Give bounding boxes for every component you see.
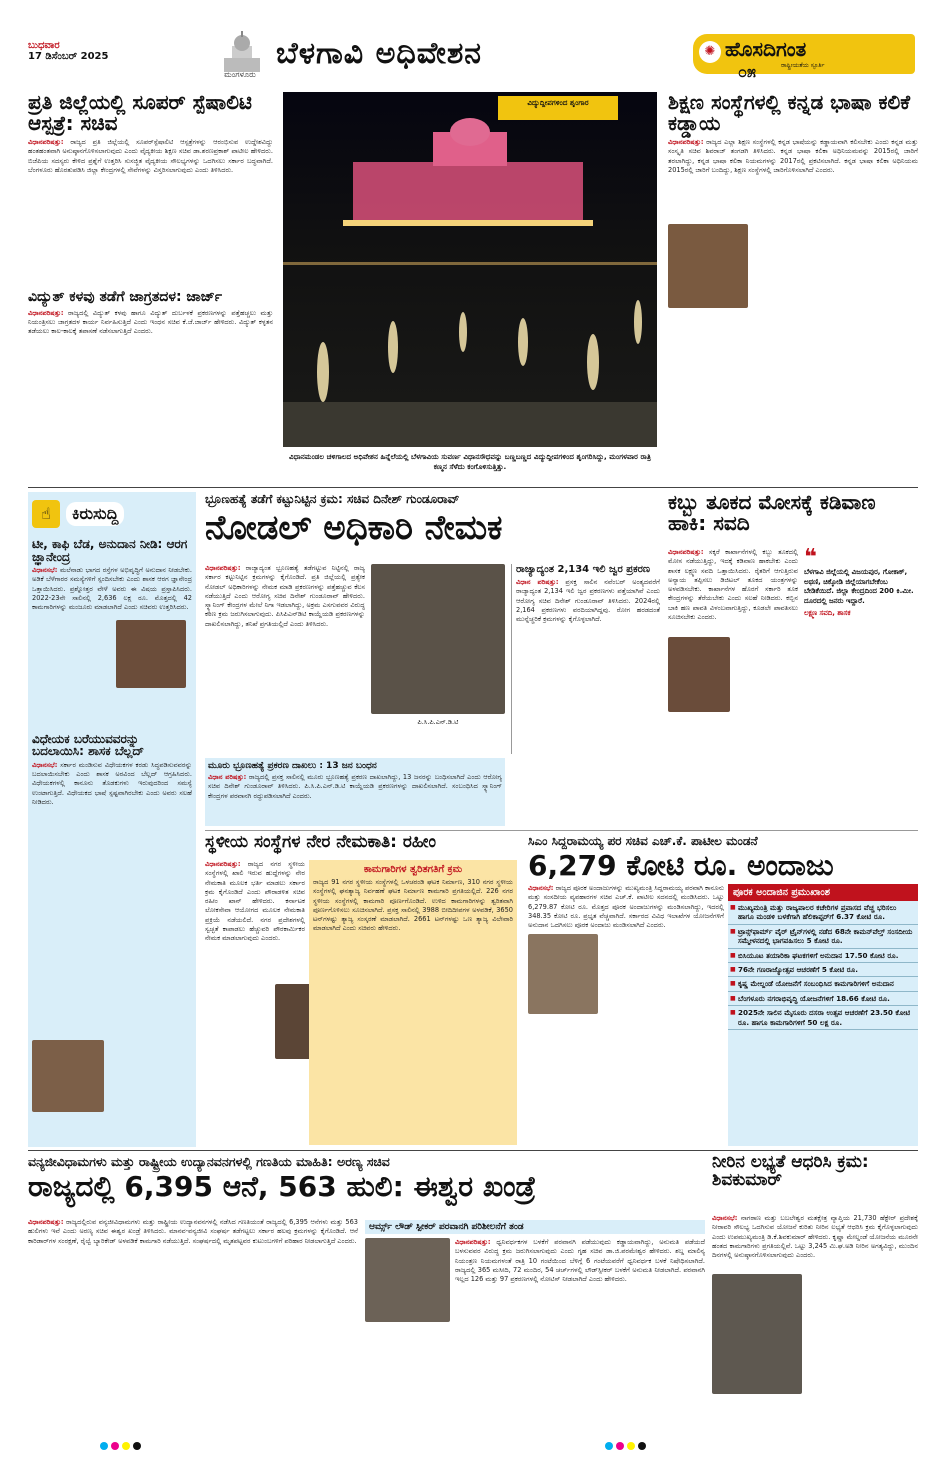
brief-body xyxy=(32,761,192,807)
story-kicker: ವನ್ಯಜೀವಿಧಾಮಗಳು ಮತ್ತು ರಾಷ್ಟ್ರೀಯ ಉದ್ಯಾನವನಗಳಲ್ಲಿ ಗಣತಿಯ ಮಾಹಿತಿ: ಅರಣ್ಯ ಸಚಿವ xyxy=(28,1154,390,1169)
rat-fever-box xyxy=(511,564,660,754)
highlights-list xyxy=(728,901,918,1030)
story-headline: ಸ್ಥಳೀಯ ಸಂಸ್ಥೆಗಳ ನೇರ ನೇಮಕಾತಿ: ರಹೀಂ xyxy=(205,834,436,852)
masthead xyxy=(0,0,945,86)
story-body xyxy=(455,1238,705,1438)
dateline: ವಿಧಾನ ಪರಿಷತ್ತು: xyxy=(208,773,247,781)
box-title: ಕಾಮಗಾರಿಗಳ ತ್ವರಿತಗತಿಗೆ ಕ್ರಮ xyxy=(363,864,463,875)
list-item: ■ ಟ್ರಾನ್ಸ್‌ಫಾರ್ಮ್‌ ವೈರ್ ಟ್ರೈನ್‌ಗಳಲ್ಲಿ ನಡೆದ 68ನೇ ಕಾಮನ್‌ವೆಲ್ತ್ ಸಂಸದೀಯ ಸಮ್ಮೇಳನದಲ್ಲಿ ಭಾಗವಹಿಸಲು 5 ಕೋಟಿ ರೂ. xyxy=(728,925,918,949)
photo-caption: ಪಿ.ಸಿ.ಪಿ.ಎನ್.ಡಿ.ಟಿ xyxy=(417,718,459,726)
section-rule xyxy=(28,1150,918,1151)
quote-text: ಬೆಳಗಾವಿ ಜಿಲ್ಲೆಯಲ್ಲಿ ವಿಜಯಪುರ, ಗೋಕಾಕ್, ಅಥಣಿ, ಚಿಕ್ಕೋಡಿ ಜಿಲ್ಲೆಯಾಗಬೇಕೆಂಬ ಬೇಡಿಕೆಯಿದೆ. ಜಿಲ್ಲಾ ಕೇಂದ್ರದಿಂದ 200 ಕಿ.ಮೀ. ದೂರದಲ್ಲಿ ಜನರು ಇದ್ದಾರೆ. xyxy=(804,568,914,605)
mla-portrait xyxy=(668,637,730,712)
dateline: ವಿಧಾನಪರಿಷತ್ತು: xyxy=(28,308,64,317)
list-item: ■ ಬಿಸಿಯೂಟ ತಯಾರಿಕಾ ಘಟಕಗಳಿಗೆ ಅನುದಾನ 17.50 ಕೋಟಿ ರೂ. xyxy=(728,949,918,963)
story-body xyxy=(28,309,273,337)
dateline: ವಿಧಾನಪರಿಷತ್ತು: xyxy=(668,548,704,556)
list-item: ■ 76ನೇ ಗಣರಾಜ್ಯೋತ್ಸವ ಆಚರಣೆಗೆ 5 ಕೋಟಿ ರೂ. xyxy=(728,963,918,977)
list-item: ■ ಬೆಂಗಳೂರು ನಗರಾಭಿವೃದ್ಧಿ ಯೋಜನೆಗಳಿಗೆ 18.66 ಕೋಟಿ ರೂ. xyxy=(728,992,918,1006)
dateline: ವಿಧಾನಪರಿಷತ್ತು: xyxy=(668,138,704,146)
story-kicker: ಸಿಎಂ ಸಿದ್ದರಾಮಯ್ಯ ಪರ ಸಚಿವ ಎಚ್.ಕೆ. ಪಾಟೀಲ ಮಂಡನೆ xyxy=(528,834,758,848)
story-body xyxy=(668,138,918,175)
story-kannada-learning xyxy=(668,92,918,484)
story-local-bodies xyxy=(205,834,517,1147)
section-rule xyxy=(28,487,918,488)
story-text: ರಾಜ್ಯದ ಪೂರಕ ಅಂದಾಜುಗಳನ್ನು ಮುಖ್ಯಮಂತ್ರಿ ಸಿದ್ದರಾಮಯ್ಯ ಪರವಾಗಿ ಕಾನೂನು ಮತ್ತು ಸಂಸದೀಯ ವ್ಯವಹಾರಗಳ ಸಚಿವ ಎಚ್.ಕೆ. ಪಾಟೀಲ ಸದನದಲ್ಲಿ ಮಂಡಿಸಿದರು. ಒಟ್ಟು 6,279.87 ಕೋಟಿ ರೂ. ಮೊತ್ತದ ಪೂರಕ ಅಂದಾಜುಗಳನ್ನು ಮಂಡಿಸಲಾಗಿದ್ದು, ಇದರಲ್ಲಿ 348.35 ಕೋಟಿ ರೂ. ಪ್ರಭೃತ ವೆಚ್ಚವಾಗಿದೆ. ಸರ್ಕಾರದ ವಿವಿಧ ಇಲಾಖೆಗಳ ಯೋಜನೆಗಳಿಗೆ ಅನುದಾನ ಒದಗಿಸಲು ಪೂರಕ ಅಂದಾಜು ಮಂಡಿಸಲಾಗಿದೆ ಎಂದರು. xyxy=(528,884,724,930)
story-headline: ಕಬ್ಬು ತೂಕದ ಮೋಸಕ್ಕೆ ಕಡಿವಾಣ ಹಾಕಿ: ಸವದಿ xyxy=(668,492,876,535)
photo-tag: ವಿದ್ಯುದ್ದೀಪಗಳಿಂದ ಶೃಂಗಾರ xyxy=(498,96,618,120)
story-headline: ಶಿಕ್ಷಣ ಸಂಸ್ಥೆಗಳಲ್ಲಿ ಕನ್ನಡ ಭಾಷಾ ಕಲಿಕೆ ಕಡ್ಡಾಯ xyxy=(668,92,911,135)
publication-logo xyxy=(693,34,915,74)
masthead-date-block xyxy=(28,40,158,80)
brief-text: ಮಲೆನಾಡು ಭಾಗದ ರಸ್ತೆಗಳ ಅಭಿವೃದ್ಧಿಗೆ ಅನುದಾನ ನೀಡಬೇಕು. ಅಡಿಕೆ ಬೆಳೆಗಾರರ ಸಮಸ್ಯೆಗಳಿಗೆ ಸ್ಪಂದಿಸಬೇಕು ಎಂದು ಶಾಸಕ ಆರಗ ಜ್ಞಾನೇಂದ್ರ ಒತ್ತಾಯಿಸಿದರು. ಪ್ರಶ್ನೋತ್ತರ ವೇಳೆ ಅವರು ಈ ವಿಷಯ ಪ್ರಸ್ತಾಪಿಸಿದರು. 2022-23ನೇ ಸಾಲಿನಲ್ಲಿ 2,636 ಲಕ್ಷ ರೂ. ಮೊತ್ತದಲ್ಲಿ 42 ಕಾಮಗಾರಿಗಳನ್ನು ಮಂಜೂರು ಮಾಡಲಾಗಿದೆ ಎಂದು ಸಚಿವರು ಉತ್ತರಿಸಿದರು. xyxy=(32,566,192,612)
minister-portrait xyxy=(668,224,748,308)
dateline: ವಿಧಾನ ಪರಿಷತ್ತು: xyxy=(516,578,559,586)
brief-body xyxy=(32,566,192,612)
dateline: ವಿಧಾನಪರಿಷತ್ತು: xyxy=(205,564,241,572)
list-item: ■ ಕೃಷ್ಣ ಮೇಲ್ದಂಡೆ ಯೋಜನೆಗೆ ಸಂಬಂಧಿಸಿದ ಕಾಮಗಾರಿಗಳಿಗೆ ಅನುದಾನ xyxy=(728,977,918,991)
story-text: ರಾಜ್ಯಾದ್ಯಂತ ಭ್ರೂಣಹತ್ಯೆ ತಡೆಗಟ್ಟುವ ನಿಟ್ಟಿನಲ್ಲಿ ರಾಜ್ಯ ಸರ್ಕಾರ ಕಟ್ಟುನಿಟ್ಟಿನ ಕ್ರಮಗಳನ್ನು ಕೈಗೊಂಡಿದೆ. ಪ್ರತಿ ಜಿಲ್ಲೆಯಲ್ಲಿ ಪ್ರತ್ಯೇಕ ನೋಡಲ್ ಅಧಿಕಾರಿಗಳನ್ನು ನೇಮಕ ಮಾಡಿ ಪ್ರಕರಣಗಳನ್ನು ಪತ್ತೆಹಚ್ಚುವ ಕೆಲಸ ನಡೆಯುತ್ತಿದೆ ಎಂದು ಆರೋಗ್ಯ ಸಚಿವ ದಿನೇಶ್ ಗುಂಡೂರಾವ್ ಹೇಳಿದರು. ಸ್ಕ್ಯಾನಿಂಗ್ ಕೇಂದ್ರಗಳ ಮೇಲೆ ನಿಗಾ ಇಡಲಾಗಿದ್ದು, ಅಕ್ರಮ ಎಸಗುವವರ ವಿರುದ್ಧ ಕಠಿಣ ಕ್ರಮ ಜರುಗಿಸಲಾಗುವುದು. ಪಿಸಿಪಿಎನ್‌ಡಿಟಿ ಕಾಯ್ದೆಯಡಿ ಪ್ರಕರಣಗಳನ್ನು ದಾಖಲಿಸಲಾಗಿದ್ದು, ತನಿಖೆ ಪ್ರಗತಿಯಲ್ಲಿದೆ ಎಂದು ತಿಳಿಸಿದರು. xyxy=(205,564,365,628)
box-body xyxy=(516,578,660,624)
story-supplementary-estimates xyxy=(528,834,918,1147)
story-elephant-tiger-census xyxy=(28,1154,708,1216)
list-item: ■ 2025ನೇ ಸಾಲಿನ ಮೈಸೂರು ದಸರಾ ಉತ್ಸವ ಆಚರಣೆಗೆ 23.50 ಕೋಟಿ ರೂ. ಹಾಗೂ ಕಾಮಗಾರಿಗಳಿಗೆ 50 ಲಕ್ಷ ರೂ. xyxy=(728,1006,918,1030)
masthead-date: 17 ಡಿಸೆಂಬರ್ 2025 xyxy=(28,51,109,62)
story-body xyxy=(28,138,273,175)
deputy-cm-photo xyxy=(712,1274,802,1394)
minister-portrait xyxy=(365,1238,450,1322)
box-title: ರಾಜ್ಯಾದ್ಯಂತ 2,134 ಇಲಿ ಜ್ವರ ಪ್ರಕರಣ xyxy=(516,564,650,575)
story-text: ಸಕ್ಕರೆ ಕಾರ್ಖಾನೆಗಳಲ್ಲಿ ಕಬ್ಬು ತೂಕದಲ್ಲಿ ಮೋಸ ನಡೆಯುತ್ತಿದ್ದು, ಇದಕ್ಕೆ ಕಡಿವಾಣ ಹಾಕಬೇಕು ಎಂದು ಶಾಸಕ ಲಕ್ಷ್ಮಣ ಸವದಿ ಒತ್ತಾಯಿಸಿದರು. ರೈತರಿಗೆ ಆಗುತ್ತಿರುವ ಅನ್ಯಾಯ ತಪ್ಪಿಸಲು ಡಿಜಿಟಲ್ ತೂಕದ ಯಂತ್ರಗಳನ್ನು ಅಳವಡಿಸಬೇಕು. ಕಾರ್ಖಾನೆಗಳ ಹೊರಗೆ ಸರ್ಕಾರಿ ತೂಕ ಕೇಂದ್ರಗಳನ್ನು ತೆರೆಯಬೇಕು ಎಂದು ಸಲಹೆ ನೀಡಿದರು. ಕಬ್ಬಿನ ಬಾಕಿ ಹಣ ಪಾವತಿ ವಿಳಂಬವಾಗುತ್ತಿದ್ದು, ಕೂಡಲೇ ಪಾವತಿಸಲು ಸೂಚಿಸಬೇಕು ಎಂದರು. xyxy=(668,548,798,622)
story-body xyxy=(205,564,365,749)
mla-portrait xyxy=(116,620,186,688)
story-text: ರಾಜ್ಯದಲ್ಲಿರುವ ವನ್ಯಜೀವಿಧಾಮಗಳು ಮತ್ತು ರಾಷ್ಟ್ರೀಯ ಉದ್ಯಾನವನಗಳಲ್ಲಿ ನಡೆಸಿದ ಗಣತಿಯಂತೆ ರಾಜ್ಯದಲ್ಲಿ 6,395 ಆನೆಗಳು ಮತ್ತು 563 ಹುಲಿಗಳು ಇವೆ ಎಂದು ಅರಣ್ಯ ಸಚಿವ ಈಶ್ವರ ಖಂಡ್ರೆ ತಿಳಿಸಿದರು. ಮಾನವ-ವನ್ಯಜೀವಿ ಸಂಘರ್ಷ ತಡೆಗಟ್ಟಲು ಸರ್ಕಾರ ಹಲವು ಕ್ರಮಗಳನ್ನು ಕೈಗೊಂಡಿದೆ. ಆನೆ ಕಾರಿಡಾರ್‌ಗಳ ಸಂರಕ್ಷಣೆ, ರೈಲ್ವೆ ಬ್ಯಾರಿಕೇಡ್ ಅಳವಡಿಕೆ ಕಾಮಗಾರಿ ನಡೆಯುತ್ತಿದೆ. ಸಂಘರ್ಷದಲ್ಲಿ ಮೃತಪಟ್ಟವರ ಕುಟುಂಬಗಳಿಗೆ ಪರಿಹಾರ ನೀಡಲಾಗುತ್ತಿದೆ ಎಂದರು. xyxy=(28,1218,358,1245)
masthead-city: ಮಂಗಳೂರು xyxy=(224,70,256,79)
sub-text: ರಾಜ್ಯದಲ್ಲಿ ಪ್ರಸಕ್ತ ಸಾಲಿನಲ್ಲಿ ಮೂರು ಭ್ರೂಣಹತ್ಯೆ ಪ್ರಕರಣ ದಾಖಲಾಗಿದ್ದು, 13 ಜನರನ್ನು ಬಂಧಿಸಲಾಗಿದೆ ಎಂದು ಆರೋಗ್ಯ ಸಚಿವ ದಿನೇಶ್ ಗುಂಡೂರಾವ್ ತಿಳಿಸಿದರು. ಪಿ.ಸಿ.ಪಿ.ಎನ್.ಡಿ.ಟಿ ಕಾಯ್ದೆಯಡಿ ಪ್ರಕರಣಗಳನ್ನು ದಾಖಲಿಸಲಾಗಿದೆ. ಸಂಬಂಧಿಸಿದ ಸ್ಕ್ಯಾನಿಂಗ್ ಕೇಂದ್ರಗಳ ಪರವಾನಗಿ ರದ್ದುಪಡಿಸಲಾಗಿದೆ ಎಂದರು. xyxy=(208,773,502,800)
story-body xyxy=(28,1218,358,1440)
story-water-availability xyxy=(712,1154,918,1440)
kirusuddi-title: ಕಿರುಸುದ್ದಿ xyxy=(66,502,124,526)
kirusuddi-column xyxy=(28,492,196,1147)
dateline: ವಿಧಾನಸಭೆ: xyxy=(712,1214,738,1222)
story-text: ನಾಗಠಾಣ ಮತ್ತು ಬಬಲೇಶ್ವರ ಮತಕ್ಷೇತ್ರ ವ್ಯಾಪ್ತಿಯ 21,730 ಹೆಕ್ಟೇರ್ ಪ್ರದೇಶಕ್ಕೆ ನೀರಾವರಿ ಸೌಲಭ್ಯ ಒದಗಿಸುವ ಯೋಜನೆ ಕುರಿತು ನೀರಿನ ಲಭ್ಯತೆ ಆಧರಿಸಿ ಕ್ರಮ ಕೈಗೊಳ್ಳಲಾಗುವುದು ಎಂದು ಉಪಮುಖ್ಯಮಂತ್ರಿ ಡಿ.ಕೆ.ಶಿವಕುಮಾರ್ ಹೇಳಿದರು. ಕೃಷ್ಣಾ ಮೇಲ್ದಂಡೆ ಯೋಜನೆಯ ಮೂರನೇ ಹಂತದ ಕಾಮಗಾರಿಗಳು ಪ್ರಗತಿಯಲ್ಲಿವೆ. ಒಟ್ಟು 3,245 ಮಿ.ಘ.ಅಡಿ ನೀರಿನ ಅಗತ್ಯವಿದ್ದು, ಮುಂದಿನ ದಿನಗಳಲ್ಲಿ ಅನುಷ್ಠಾನಗೊಳಿಸಲಾಗುವುದು ಎಂದರು. xyxy=(712,1214,918,1260)
story-headline: ಪ್ರತಿ ಜಿಲ್ಲೆಯಲ್ಲಿ ಸೂಪರ್ ಸ್ಪೆಷಾಲಿಟಿ ಆಸ್ಪತ್ರೆ: ಸಚಿವ xyxy=(28,92,252,135)
story-headline: ವಿದ್ಯುತ್ ಕಳವು ತಡೆಗೆ ಜಾಗ್ರತದಳ: ಜಾರ್ಜ್ xyxy=(28,290,222,305)
brief-headline: ವಿಧೇಯಕ ಬರೆಯುವವರನ್ನು ಬದಲಾಯಿಸಿ: ಶಾಸಕ ಬೆಲ್ಲದ್ xyxy=(32,731,145,759)
brief-text: ಸರ್ಕಾರ ಮಂಡಿಸುವ ವಿಧೇಯಕಗಳ ಕರಡು ಸಿದ್ಧಪಡಿಸುವವರನ್ನು ಬದಲಾಯಿಸಬೇಕು ಎಂದು ಶಾಸಕ ಅರವಿಂದ ಬೆಲ್ಲದ್ ಆಗ್ರಹಿಸಿದರು. ವಿಧೇಯಕಗಳಲ್ಲಿ ಕಾನೂನು ತೊಡಕುಗಳು ಇರುವುದರಿಂದ ಸಮಸ್ಯೆ ಉಂಟಾಗುತ್ತಿದೆ. ವಿಧೇಯಕದ ಭಾಷೆ ಸ್ಪಷ್ಟವಾಗಿರಬೇಕು ಎಂದು ಅವರು ಸಲಹೆ ನೀಡಿದರು. xyxy=(32,760,192,807)
dateline: ವಿಧಾನಪರಿಷತ್ತು: xyxy=(28,138,64,146)
registration-dots xyxy=(605,1442,665,1452)
sub-body xyxy=(208,773,502,801)
box-text: ಪ್ರಸಕ್ತ ಸಾಲಿನ ನವೆಂಬರ್ ಅಂತ್ಯದವರೆಗೆ ರಾಜ್ಯಾದ್ಯಂತ 2,134 ಇಲಿ ಜ್ವರ ಪ್ರಕರಣಗಳು ಪತ್ತೆಯಾಗಿವೆ ಎಂದು ಆರೋಗ್ಯ ಸಚಿವ ದಿನೇಶ್ ಗುಂಡೂರಾವ್ ತಿಳಿಸಿದರು. 2024ರಲ್ಲಿ 2,164 ಪ್ರಕರಣಗಳು ವರದಿಯಾಗಿದ್ದವು. ರೋಗ ಹರಡದಂತೆ ಮುನ್ನೆಚ್ಚರಿಕೆ ಕ್ರಮಗಳನ್ನು ಕೈಗೊಳ್ಳಲಾಗಿದೆ. xyxy=(516,578,660,624)
dateline: ವಿಧಾನಪರಿಷತ್ತು: xyxy=(28,1218,64,1226)
logo-tagline: ರಾಷ್ಟ್ರೀಯತೆಯ ಸ್ಫೂರ್ತಿ xyxy=(781,62,825,69)
night-photo-illuminated-building xyxy=(283,92,657,447)
story-headline: ನೀರಿನ ಲಭ್ಯತೆ ಆಧರಿಸಿ ಕ್ರಮ: ಶಿವಕುಮಾರ್ xyxy=(712,1154,869,1190)
story-super-speciality xyxy=(28,92,273,288)
story-nodal-officer xyxy=(205,492,660,827)
registration-dots xyxy=(100,1442,160,1452)
story-power-theft xyxy=(28,290,273,480)
box-body: ರಾಜ್ಯದ 91 ನಗರ ಸ್ಥಳೀಯ ಸಂಸ್ಥೆಗಳಲ್ಲಿ ಒಳಚರಂಡಿ ಘಟಕ ನಿರ್ಮಾಣ, 310 ನಗರ ಸ್ಥಳೀಯ ಸಂಸ್ಥೆಗಳಲ್ಲಿ ಘನತ್ಯಾಜ್ಯ ನಿರ್ವಹಣೆ ಘಟಕ ನಿರ್ಮಾಣ ಕಾಮಗಾರಿ ಪ್ರಗತಿಯಲ್ಲಿದೆ. 226 ನಗರ ಸ್ಥಳೀಯ ಸಂಸ್ಥೆಗಳಲ್ಲಿ ಕಾಮಗಾರಿ ಪೂರ್ಣಗೊಂಡಿದೆ. ಉಳಿದ ಕಾಮಗಾರಿಗಳನ್ನು ತ್ವರಿತವಾಗಿ ಪೂರ್ಣಗೊಳಿಸಲು ಸೂಚಿಸಲಾಗಿದೆ. ಪ್ರಸಕ್ತ ಸಾಲಿನಲ್ಲಿ 3988 ಬೀದಿದೀಪಗಳ ಅಳವಡಿಕೆ, 3650 ಟನ್‌ಗಳಷ್ಟು ತ್ಯಾಜ್ಯ ಸಂಸ್ಕರಣೆ ಮಾಡಲಾಗಿದೆ. 2661 ಟನ್‌ಗಳಷ್ಟು ಒಣ ತ್ಯಾಜ್ಯ ವಿಲೇವಾರಿ ಮಾಡಲಾಗಿದೆ ಎಂದು ಸಚಿವರು ಹೇಳಿದರು. xyxy=(313,878,513,933)
masthead-day: ಬುಧವಾರ xyxy=(28,40,60,51)
estimate-highlights-box xyxy=(728,884,918,1146)
dateline: ವಿಧಾನಸಭೆ: xyxy=(32,566,58,575)
dateline: ವಿಧಾನಪರಿಷತ್ತು: xyxy=(205,860,241,868)
quote-box xyxy=(804,548,918,678)
lamp-icon: ✺ xyxy=(699,41,721,63)
section-rule xyxy=(205,830,918,831)
story-body xyxy=(528,884,724,1146)
dateline: ವಿಧಾನಸಭೆ: xyxy=(528,884,554,892)
quote-author: ಲಕ್ಷ್ಮಣ ಸವದಿ, ಶಾಸಕ xyxy=(804,609,851,618)
kirusuddi-header xyxy=(32,496,192,532)
sub-headline: ಮೂರು ಭ್ರೂಣಹತ್ಯೆ ಪ್ರಕರಣ ದಾಖಲು : 13 ಜನ ಬಂಧನ xyxy=(208,761,377,771)
pointing-hand-icon: ☝ xyxy=(32,500,60,528)
story-text: ರಾಜ್ಯದ ನಗರ ಸ್ಥಳೀಯ ಸಂಸ್ಥೆಗಳಲ್ಲಿ ಖಾಲಿ ಇರುವ ಹುದ್ದೆಗಳನ್ನು ನೇರ ನೇಮಕಾತಿ ಮೂಲಕ ಭರ್ತಿ ಮಾಡಲು ಸರ್ಕಾರ ಕ್ರಮ ಕೈಗೊಂಡಿದೆ ಎಂದು ಪೌರಾಡಳಿತ ಸಚಿವ ರಹೀಂ ಖಾನ್ ಹೇಳಿದರು. ಕರ್ನಾಟಕ ಲೋಕಸೇವಾ ಆಯೋಗದ ಮೂಲಕ ನೇಮಕಾತಿ ಪ್ರಕ್ರಿಯೆ ನಡೆಯಲಿದೆ. ನಗರ ಪ್ರದೇಶಗಳಲ್ಲಿ ಸ್ವಚ್ಛತೆ ಕಾಪಾಡಲು ಹೆಚ್ಚುವರಿ ಪೌರಕಾರ್ಮಿಕರ ನೇಮಕ ಮಾಡಲಾಗುವುದು ಎಂದರು. xyxy=(205,860,305,943)
minister-at-podium-photo xyxy=(371,564,505,714)
story-text: ಧ್ವನಿವರ್ಧಕಗಳ ಬಳಕೆಗೆ ಪರವಾನಗಿ ಪಡೆಯುವುದು ಕಡ್ಡಾಯವಾಗಿದ್ದು, ಅನುಮತಿ ಪಡೆಯದೆ ಬಳಸುವವರ ವಿರುದ್ಧ ಕ್ರಮ ಜರುಗಿಸಲಾಗುವುದು ಎಂದು ಗೃಹ ಸಚಿವ ಡಾ.ಜಿ.ಪರಮೇಶ್ವರ ಹೇಳಿದರು. ಶಬ್ದ ಮಾಲಿನ್ಯ ನಿಯಂತ್ರಣ ನಿಯಮಗಳಂತೆ ರಾತ್ರಿ 10 ಗಂಟೆಯಿಂದ ಬೆಳಿಗ್ಗೆ 6 ಗಂಟೆಯವರೆಗೆ ಧ್ವನಿವರ್ಧಕ ಬಳಕೆ ನಿಷೇಧಿಸಲಾಗಿದೆ. ರಾಜ್ಯದಲ್ಲಿ 365 ಮಸೀದಿ, 72 ಮಂದಿರ, 54 ಚರ್ಚ್‌ಗಳಲ್ಲಿ ಲೌಡ್‌ಸ್ಪೀಕರ್ ಬಳಕೆಗೆ ಅನುಮತಿ ನೀಡಲಾಗಿದೆ. ಪರವಾನಗಿ ಇಲ್ಲದ 126 ಮತ್ತು 97 ಪ್ರಕರಣಗಳಲ್ಲಿ ನೋಟಿಸ್ ನೀಡಲಾಗಿದೆ ಎಂದು ಹೇಳಿದರು. xyxy=(455,1238,705,1284)
page-number: ೦೫ xyxy=(738,62,756,81)
story-headline: 6,279 ಕೋಟಿ ರೂ. ಅಂದಾಜು xyxy=(528,849,834,882)
main-photo-block xyxy=(283,92,657,484)
story-kicker: ಭ್ರೂಣಹತ್ಯೆ ತಡೆಗೆ ಕಟ್ಟುನಿಟ್ಟಿನ ಕ್ರಮ: ಸಚಿವ ದಿನೇಶ್ ಗುಂಡೂರಾವ್ xyxy=(205,492,460,506)
story-text: ರಾಜ್ಯದ ಎಲ್ಲಾ ಶಿಕ್ಷಣ ಸಂಸ್ಥೆಗಳಲ್ಲಿ ಕನ್ನಡ ಭಾಷೆಯನ್ನು ಕಡ್ಡಾಯವಾಗಿ ಕಲಿಸಬೇಕು ಎಂದು ಕನ್ನಡ ಮತ್ತು ಸಂಸ್ಕೃತಿ ಸಚಿವ ಶಿವರಾಜ್ ತಂಗಡಗಿ ತಿಳಿಸಿದರು. ಕನ್ನಡ ಭಾಷಾ ಕಲಿಕಾ ಅಧಿನಿಯಮವನ್ನು 2015ರಲ್ಲಿ ಜಾರಿಗೆ ತರಲಾಗಿದ್ದು, ಕನ್ನಡ ಭಾಷಾ ಕಲಿಕಾ ನಿಯಮಗಳನ್ನು 2017ರಲ್ಲಿ ಪ್ರಕಟಿಸಲಾಗಿದೆ. ಕನ್ನಡ ಭಾಷಾ ಕಲಿಕಾ ಅಧಿನಿಯಮ 2015ರಲ್ಲಿ ಜಾರಿಗೆ ಬಂದಿದ್ದು, ಶಿಕ್ಷಣ ಸಂಸ್ಥೆಗಳಲ್ಲಿ ಜಾರಿಗೊಳಿಸಲಾಗಿದೆ ಎಂದರು. xyxy=(668,138,918,174)
dateline: ವಿಧಾನಸಭೆ: xyxy=(32,760,58,769)
works-box xyxy=(309,860,517,1145)
box-title: ಪೂರಕ ಅಂದಾಜಿನ ಪ್ರಮುಖಾಂಶ xyxy=(728,884,918,901)
story-text: ರಾಜ್ಯದಲ್ಲಿ ವಿದ್ಯುತ್ ಕಳವು ಹಾಗೂ ವಿದ್ಯುತ್ ದುರ್ಬಳಕೆ ಪ್ರಕರಣಗಳನ್ನು ಪತ್ತೆಹಚ್ಚಲು ಮತ್ತು ನಿಯಂತ್ರಿಸಲು ಜಾಗ್ರತದಳ ಕಾರ್ಯ ನಿರ್ವಹಿಸುತ್ತಿದೆ ಎಂದು ಇಂಧನ ಸಚಿವ ಕೆ.ಜೆ.ಜಾರ್ಜ್ ಹೇಳಿದರು. ವಿದ್ಯುತ್ ಕಳ್ಳತನ ತಡೆಯಲು ಕಾಲ-ಕಾಲಕ್ಕೆ ತಪಾಸಣೆ ನಡೆಸಲಾಗುತ್ತಿದೆ ಎಂದರು. xyxy=(28,308,273,336)
story-sugarcane-weight xyxy=(668,492,918,827)
logo-text: ಹೊಸದಿಗಂತ xyxy=(725,37,807,61)
story-headline: ನೋಡಲ್ ಅಧಿಕಾರಿ ನೇಮಕ xyxy=(205,508,503,548)
brief-headline: ಟೀ, ಕಾಫಿ ಬೆಡ, ಅನುದಾನ ನೀಡಿ: ಆರಗ ಜ್ಞಾನೇಂದ್ರ xyxy=(32,537,188,564)
section-title: ಬೆಳಗಾವಿ ಅಧಿವೇಶನ xyxy=(276,36,482,71)
minister-portrait xyxy=(528,934,598,1014)
story-headline: ರಾಜ್ಯದಲ್ಲಿ 6,395 ಆನೆ, 563 ಹುಲಿ: ಈಶ್ವರ ಖಂಡ್ರೆ xyxy=(28,1170,536,1203)
photo-caption: ವಿಧಾನಮಂಡಲ ಚಳಿಗಾಲದ ಅಧಿವೇಶನ ಹಿನ್ನೆಲೆಯಲ್ಲಿ ಬೆಳಗಾವಿಯ ಸುವರ್ಣ ವಿಧಾನಸೌಧವನ್ನು ಬಣ್ಣಬಣ್ಣದ ವಿದ್ಯುದ್ದೀಪಗಳಿಂದ ಶೃಂಗರಿಸಿದ್ದು, ಮಂಗಳವಾರ ರಾತ್ರಿ ಕಣ್ಮನ ಸೆಳೆದು ಕಂಗೊಳಿಸುತ್ತಿತ್ತು. xyxy=(289,452,651,471)
vidhana-soudha-icon xyxy=(220,28,264,74)
list-item: ■ ಮುಖ್ಯಮಂತ್ರಿ ಮತ್ತು ರಾಜ್ಯಪಾಲರ ಕಚೇರಿಗಳ ಪ್ರವಾಸದ ವೆಚ್ಚ ಭರಿಸಲು ಹಾಗೂ ಮಂಡಳಿ ಬಳಕೆಗಾಗಿ ಹೆಲಿಕಾಪ್ಟರ್‌ಗೆ 6.37 ಕೋಟಿ ರೂ. xyxy=(728,901,918,925)
dateline: ವಿಧಾನಪರಿಷತ್ತು: xyxy=(455,1238,491,1246)
mla-portrait xyxy=(32,1040,104,1112)
story-text: ರಾಜ್ಯದ ಪ್ರತಿ ಜಿಲ್ಲೆಯಲ್ಲಿ ಸೂಪರ್‌ಸ್ಪೆಷಾಲಿಟಿ ಆಸ್ಪತ್ರೆಗಳನ್ನು ಆರಂಭಿಸುವ ಉದ್ದೇಶವಿದ್ದು ಹಂತಹಂತವಾಗಿ ಅನುಷ್ಠಾನಗೊಳಿಸಲಾಗುವುದು ಎಂದು ವೈದ್ಯಕೀಯ ಶಿಕ್ಷಣ ಸಚಿವ ಡಾ.ಶರಣಪ್ರಕಾಶ್ ಪಾಟೀಲ ಹೇಳಿದರು. ಬಿಜೆಪಿಯ ಸದಸ್ಯರು ಕೇಳಿದ ಪ್ರಶ್ನೆಗೆ ಉತ್ತರಿಸಿ ಸುಸಜ್ಜಿತ ವೈದ್ಯಕೀಯ ಸೌಲಭ್ಯಗಳನ್ನು ಒದಗಿಸಲು ಸರ್ಕಾರ ಬದ್ಧವಾಗಿದೆ. ಬೆಂಗಳೂರು ಹೊರತುಪಡಿಸಿ ಜಿಲ್ಲಾ ಕೇಂದ್ರಗಳಲ್ಲಿ ಸೇವೆಗಳನ್ನು ವಿಸ್ತರಿಸಲಾಗುವುದು ಎಂದು ತಿಳಿಸಿದರು. xyxy=(28,138,273,174)
story-loudspeaker xyxy=(365,1220,705,1440)
quote-mark-icon: ❝ xyxy=(804,548,817,570)
story-kicker: ಆರ್ಮ್ಸ್‌ ಲೌಡ್ ಸ್ಪೀಕರ್ ಪರವಾನಗಿ ಪರಿಶೀಲನೆಗೆ ತಂಡ xyxy=(365,1220,705,1234)
sub-story-foeticide-cases xyxy=(205,758,505,826)
